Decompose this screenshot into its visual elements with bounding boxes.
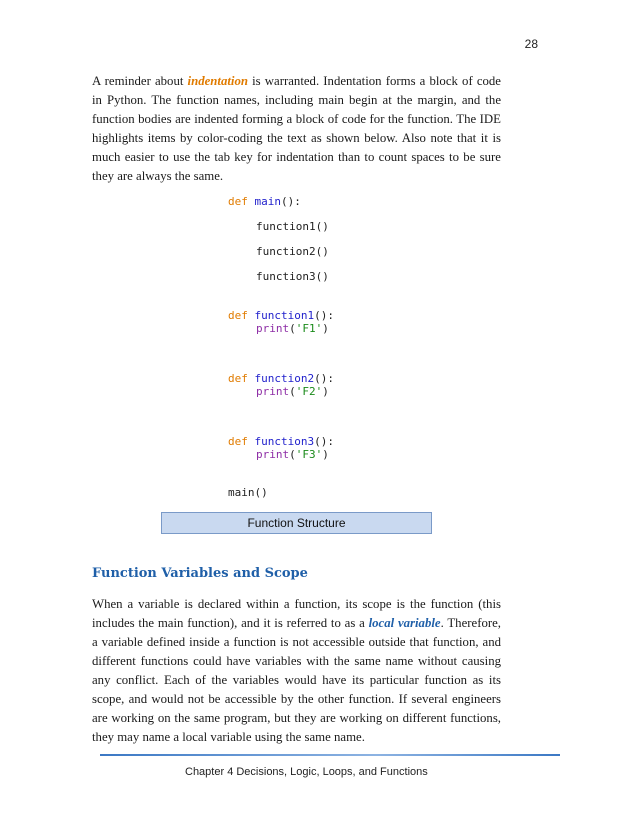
footer-chapter-title: Chapter 4 Decisions, Logic, Loops, and Functions: [185, 766, 428, 778]
scope-text-before: When a variable is declared within a function, its scope is the function (this includes the main function), and it is referred to as a: [92, 597, 501, 630]
scope-text-after: . Therefore, a variable defined inside a function is not accessible outside that function, and different functions could have variables with the same name without causing any conflict. Each of the variables would have its particular function as its scope, and would not be accessible by the other function. If several engineers are working on the same program, but they are working on different functions, they may name a local variable using the same name.: [92, 616, 501, 744]
indentation-term: indentation: [187, 74, 248, 88]
intro-text-before: A reminder about: [92, 74, 188, 88]
builtin-print: print: [256, 385, 290, 398]
code-punct: ():: [314, 435, 334, 448]
builtin-print: print: [256, 322, 290, 335]
keyword: def: [228, 372, 248, 385]
code-punct: ():: [281, 195, 301, 208]
footer-rule: [100, 754, 560, 756]
code-punct: ():: [314, 309, 334, 322]
keyword: def: [228, 435, 248, 448]
code-line-print-1: [256, 322, 329, 335]
function-name: function3: [254, 435, 315, 448]
local-variable-term: local variable: [368, 616, 441, 630]
code-punct: (: [289, 322, 296, 335]
code-punct: ): [322, 322, 329, 335]
code-line-main-def: [228, 195, 301, 208]
section-heading: Function Variables and Scope: [92, 566, 308, 581]
page-number: 28: [524, 37, 538, 51]
builtin-print: print: [256, 448, 290, 461]
figure-caption: Function Structure: [161, 512, 432, 534]
code-punct: ): [322, 448, 329, 461]
code-line-call-2: function2(): [256, 245, 329, 258]
keyword: def: [228, 309, 248, 322]
code-line-call-3: function3(): [256, 270, 329, 283]
string-literal: 'F2': [295, 385, 323, 398]
code-punct: ():: [314, 372, 334, 385]
intro-paragraph: [92, 72, 501, 186]
code-line-print-3: [256, 448, 329, 461]
code-punct: ): [322, 385, 329, 398]
code-line-main-call: main(): [228, 486, 268, 499]
code-line-print-2: [256, 385, 329, 398]
keyword: def: [228, 195, 248, 208]
string-literal: 'F1': [295, 322, 323, 335]
function-name: function1: [254, 309, 315, 322]
function-name: function2: [254, 372, 315, 385]
intro-text-after: is warranted. Indentation forms a block of code in Python. The function names, including main begin at the margin, and the function bodies are indented forming a block of code for the function. The IDE highlights items by color-coding the text as shown below. Also note that it is much easier to use the tab key for indentation than to count spaces to be sure they are always the same.: [92, 74, 501, 183]
code-line-def-2: [228, 372, 334, 385]
scope-paragraph: [92, 595, 501, 747]
code-punct: (: [289, 385, 296, 398]
code-line-def-1: [228, 309, 334, 322]
string-literal: 'F3': [295, 448, 323, 461]
code-line-def-3: [228, 435, 334, 448]
code-punct: (: [289, 448, 296, 461]
code-line-call-1: function1(): [256, 220, 329, 233]
function-name: main: [254, 195, 281, 208]
